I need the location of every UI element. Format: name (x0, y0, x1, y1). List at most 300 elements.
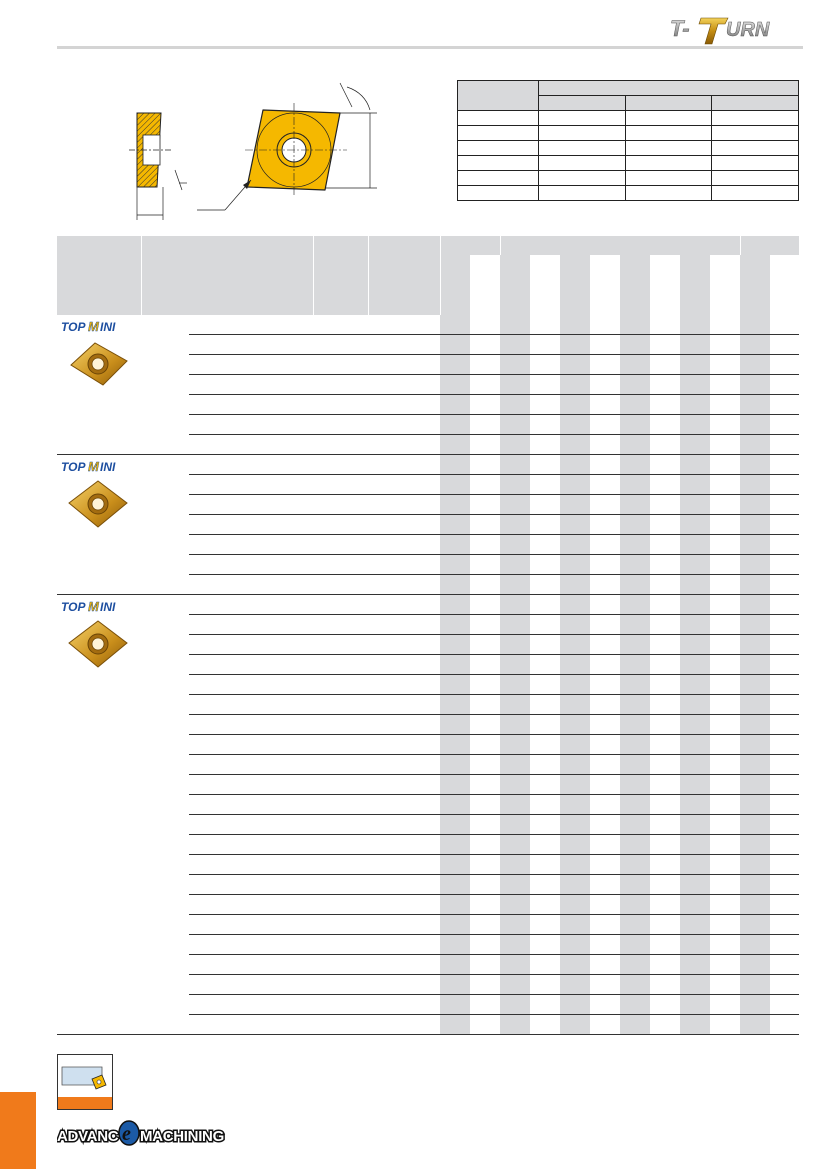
table-cell (313, 635, 368, 655)
table-cell (189, 515, 313, 535)
subheader-cell (530, 255, 560, 315)
grade-cell (740, 755, 770, 775)
table-cell (368, 795, 440, 815)
grade-cell (590, 335, 620, 355)
grade-cell (560, 835, 590, 855)
grade-cell (650, 735, 680, 755)
subheader-cell (560, 255, 590, 315)
grade-cell (500, 715, 530, 735)
grade-cell (680, 355, 710, 375)
grade-cell (500, 775, 530, 795)
svg-text:ADVANC: ADVANC (57, 1128, 119, 1145)
grade-cell (770, 1015, 799, 1035)
grade-cell (740, 575, 770, 595)
table-cell (368, 535, 440, 555)
svg-text:M: M (88, 599, 99, 613)
grade-cell (470, 735, 500, 755)
table-cell (313, 655, 368, 675)
insert-drawing (125, 75, 390, 225)
grade-cell (590, 755, 620, 775)
table-cell (189, 815, 313, 835)
table-cell (368, 575, 440, 595)
grade-cell (620, 475, 650, 495)
grade-cell (500, 695, 530, 715)
grade-cell (650, 795, 680, 815)
grade-cell (440, 775, 470, 795)
grade-cell (470, 795, 500, 815)
svg-text:TOP: TOP (61, 600, 86, 613)
grade-cell (560, 535, 590, 555)
grade-cell (770, 775, 799, 795)
table-cell (368, 995, 440, 1015)
grade-cell (620, 775, 650, 795)
grade-cell (590, 575, 620, 595)
grade-cell (590, 475, 620, 495)
grade-cell (710, 535, 740, 555)
grade-cell (470, 875, 500, 895)
grade-cell (500, 975, 530, 995)
grade-cell (530, 515, 560, 535)
table-row (57, 315, 799, 335)
page-side-tab (0, 1092, 36, 1169)
grade-cell (710, 555, 740, 575)
grade-cell (740, 315, 770, 335)
grade-cell (500, 675, 530, 695)
grade-cell (560, 815, 590, 835)
grade-cell (680, 795, 710, 815)
grade-cell (590, 315, 620, 335)
grade-cell (740, 535, 770, 555)
grade-cell (500, 335, 530, 355)
grade-cell (740, 975, 770, 995)
grade-cell (770, 855, 799, 875)
grade-cell (770, 435, 799, 455)
grade-cell (470, 775, 500, 795)
grade-cell (740, 635, 770, 655)
grade-cell (440, 495, 470, 515)
grade-cell (770, 535, 799, 555)
grade-cell (530, 775, 560, 795)
grade-cell (530, 375, 560, 395)
grade-cell (500, 995, 530, 1015)
grade-cell (680, 535, 710, 555)
table-cell (189, 535, 313, 555)
grade-cell (560, 395, 590, 415)
grade-cell (470, 815, 500, 835)
grade-cell (740, 715, 770, 735)
grade-cell (740, 335, 770, 355)
grade-cell (740, 435, 770, 455)
grade-cell (530, 975, 560, 995)
table-cell (189, 475, 313, 495)
table-cell (189, 395, 313, 415)
grade-cell (590, 615, 620, 635)
grade-cell (740, 995, 770, 1015)
grade-cell (740, 555, 770, 575)
header-col-a (313, 236, 368, 315)
grade-cell (440, 955, 470, 975)
grade-cell (770, 395, 799, 415)
grade-cell (710, 955, 740, 975)
table-cell (368, 675, 440, 695)
grade-cell (500, 535, 530, 555)
grade-cell (560, 1015, 590, 1035)
grade-cell (740, 355, 770, 375)
grade-cell (500, 315, 530, 335)
grade-cell (530, 595, 560, 615)
grade-cell (500, 855, 530, 875)
grade-cell (530, 915, 560, 935)
grade-cell (740, 1015, 770, 1035)
grade-cell (440, 875, 470, 895)
table-cell (313, 975, 368, 995)
grade-cell (470, 695, 500, 715)
table-cell (368, 655, 440, 675)
grade-cell (470, 415, 500, 435)
grade-cell (710, 395, 740, 415)
grade-cell (680, 615, 710, 635)
grade-cell (710, 455, 740, 475)
grade-cell (620, 615, 650, 635)
grade-cell (440, 715, 470, 735)
grade-cell (560, 875, 590, 895)
svg-text:INI: INI (100, 600, 116, 613)
grade-cell (620, 435, 650, 455)
grade-cell (710, 335, 740, 355)
subheader-cell (620, 255, 650, 315)
grade-cell (440, 635, 470, 655)
grade-cell (710, 735, 740, 755)
grade-cell (710, 655, 740, 675)
grade-cell (620, 535, 650, 555)
table-cell (189, 835, 313, 855)
grade-cell (590, 955, 620, 975)
svg-text:M: M (88, 459, 99, 473)
grade-cell (770, 835, 799, 855)
grade-cell (680, 555, 710, 575)
grade-cell (470, 935, 500, 955)
grade-cell (620, 415, 650, 435)
grade-cell (530, 895, 560, 915)
grade-cell (440, 395, 470, 415)
grade-cell (680, 935, 710, 955)
table-cell (368, 855, 440, 875)
grade-cell (650, 715, 680, 735)
grade-cell (500, 655, 530, 675)
advancemachining-logo (57, 1120, 227, 1148)
grade-cell (560, 755, 590, 775)
header-group-1 (440, 236, 500, 255)
grade-cell (680, 835, 710, 855)
grade-cell (680, 735, 710, 755)
grade-cell (440, 755, 470, 775)
grade-cell (530, 615, 560, 635)
grade-cell (740, 495, 770, 515)
grade-cell (620, 515, 650, 535)
insert-image (63, 475, 133, 533)
grade-cell (710, 415, 740, 435)
table-cell (313, 555, 368, 575)
grade-cell (710, 1015, 740, 1035)
subheader-cell (650, 255, 680, 315)
grade-cell (710, 695, 740, 715)
table-cell (189, 675, 313, 695)
grade-cell (770, 595, 799, 615)
insert-image-cell (57, 595, 141, 1035)
grade-cell (680, 515, 710, 535)
grade-cell (770, 415, 799, 435)
grade-cell (440, 735, 470, 755)
grade-cell (440, 335, 470, 355)
grade-cell (740, 375, 770, 395)
grade-cell (650, 975, 680, 995)
grade-cell (470, 715, 500, 735)
svg-text:TOP: TOP (61, 460, 86, 473)
grade-cell (770, 515, 799, 535)
table-row (57, 595, 799, 615)
grade-cell (710, 715, 740, 735)
grade-cell (740, 895, 770, 915)
grade-cell (470, 515, 500, 535)
grade-cell (530, 875, 560, 895)
group-spacer (141, 595, 189, 1035)
grade-cell (650, 875, 680, 895)
grade-cell (680, 575, 710, 595)
grade-cell (680, 855, 710, 875)
grade-cell (770, 915, 799, 935)
table-cell (368, 475, 440, 495)
table-cell (368, 415, 440, 435)
grade-cell (650, 375, 680, 395)
grade-cell (710, 875, 740, 895)
table-cell (189, 315, 313, 335)
grade-cell (500, 375, 530, 395)
grade-cell (680, 455, 710, 475)
table-cell (313, 775, 368, 795)
grade-cell (590, 355, 620, 375)
grade-cell (650, 615, 680, 635)
grade-cell (650, 435, 680, 455)
grade-cell (770, 995, 799, 1015)
grade-cell (560, 655, 590, 675)
grade-cell (500, 595, 530, 615)
grade-cell (770, 615, 799, 635)
grade-cell (770, 735, 799, 755)
grade-cell (740, 735, 770, 755)
grade-cell (650, 315, 680, 335)
grade-cell (710, 375, 740, 395)
grade-cell (680, 395, 710, 415)
operation-icon (57, 1054, 113, 1110)
grade-cell (590, 535, 620, 555)
grade-cell (710, 835, 740, 855)
grade-cell (530, 935, 560, 955)
grade-cell (440, 695, 470, 715)
table-cell (368, 895, 440, 915)
grade-cell (470, 955, 500, 975)
grade-cell (770, 635, 799, 655)
grade-cell (620, 355, 650, 375)
grade-cell (710, 355, 740, 375)
grade-cell (680, 475, 710, 495)
grade-cell (740, 455, 770, 475)
grade-cell (500, 635, 530, 655)
grade-cell (590, 395, 620, 415)
grade-cell (560, 595, 590, 615)
grade-cell (470, 535, 500, 555)
grade-cell (440, 515, 470, 535)
table-cell (189, 375, 313, 395)
grade-cell (440, 435, 470, 455)
grade-cell (530, 635, 560, 655)
grade-cell (470, 975, 500, 995)
grade-cell (440, 415, 470, 435)
grade-cell (440, 375, 470, 395)
grade-cell (500, 795, 530, 815)
subheader-cell (500, 255, 530, 315)
grade-cell (590, 695, 620, 715)
grade-cell (530, 335, 560, 355)
grade-cell (740, 835, 770, 855)
grade-cell (590, 715, 620, 735)
grade-cell (770, 555, 799, 575)
grade-cell (770, 655, 799, 675)
grade-cell (470, 315, 500, 335)
grade-cell (590, 595, 620, 615)
grade-cell (590, 515, 620, 535)
grade-cell (740, 775, 770, 795)
grade-cell (740, 875, 770, 895)
grade-cell (560, 895, 590, 915)
grade-cell (530, 395, 560, 415)
subheader-cell (680, 255, 710, 315)
grade-cell (500, 575, 530, 595)
grade-cell (440, 855, 470, 875)
table-cell (189, 355, 313, 375)
table-cell (313, 515, 368, 535)
grade-cell (710, 615, 740, 635)
table-row (57, 455, 799, 475)
grade-cell (620, 795, 650, 815)
grade-cell (650, 1015, 680, 1035)
grade-cell (620, 455, 650, 475)
grade-cell (740, 675, 770, 695)
grade-cell (770, 875, 799, 895)
table-cell (368, 335, 440, 355)
grade-cell (650, 855, 680, 875)
grade-cell (680, 435, 710, 455)
grade-cell (470, 495, 500, 515)
grade-cell (560, 975, 590, 995)
table-cell (313, 395, 368, 415)
table-cell (368, 555, 440, 575)
grade-cell (770, 575, 799, 595)
grade-cell (470, 655, 500, 675)
grade-cell (770, 955, 799, 975)
grade-cell (590, 495, 620, 515)
table-cell (313, 355, 368, 375)
grade-cell (620, 995, 650, 1015)
grade-cell (740, 615, 770, 635)
table-cell (189, 895, 313, 915)
grade-cell (560, 675, 590, 695)
grade-cell (620, 555, 650, 575)
dimension-table (457, 80, 799, 201)
grade-cell (710, 515, 740, 535)
grade-cell (710, 495, 740, 515)
table-cell (189, 615, 313, 635)
grade-cell (620, 715, 650, 735)
grade-cell (770, 675, 799, 695)
grade-cell (440, 555, 470, 575)
grade-cell (770, 315, 799, 335)
grade-cell (680, 755, 710, 775)
grade-cell (530, 495, 560, 515)
table-cell (313, 535, 368, 555)
grade-cell (560, 335, 590, 355)
grade-cell (650, 935, 680, 955)
grade-cell (500, 955, 530, 975)
insert-image (63, 335, 133, 393)
table-cell (313, 995, 368, 1015)
table-cell (368, 815, 440, 835)
grade-cell (590, 635, 620, 655)
grade-cell (710, 915, 740, 935)
grade-cell (470, 855, 500, 875)
grade-cell (530, 735, 560, 755)
header-group-2 (500, 236, 740, 255)
grade-cell (440, 1015, 470, 1035)
grade-cell (560, 575, 590, 595)
grade-cell (740, 935, 770, 955)
svg-text:URN: URN (726, 19, 770, 41)
grade-cell (680, 915, 710, 935)
table-cell (313, 475, 368, 495)
table-cell (368, 635, 440, 655)
topmini-badge (61, 599, 136, 613)
grade-cell (470, 615, 500, 635)
table-cell (368, 915, 440, 935)
table-cell (313, 695, 368, 715)
table-cell (368, 435, 440, 455)
grade-cell (470, 355, 500, 375)
grade-cell (500, 835, 530, 855)
grade-cell (590, 775, 620, 795)
grade-cell (470, 895, 500, 915)
grade-cell (590, 675, 620, 695)
grade-cell (440, 315, 470, 335)
grade-cell (530, 655, 560, 675)
svg-text:INI: INI (100, 320, 116, 333)
grade-cell (530, 1015, 560, 1035)
grade-cell (710, 895, 740, 915)
table-cell (189, 415, 313, 435)
grade-cell (590, 375, 620, 395)
grade-cell (560, 695, 590, 715)
grade-cell (740, 855, 770, 875)
table-cell (313, 895, 368, 915)
grade-cell (710, 575, 740, 595)
table-cell (189, 715, 313, 735)
grade-cell (740, 475, 770, 495)
grade-cell (530, 755, 560, 775)
grade-cell (650, 395, 680, 415)
table-cell (189, 575, 313, 595)
grade-cell (680, 695, 710, 715)
table-cell (313, 615, 368, 635)
grade-cell (560, 855, 590, 875)
grade-cell (680, 955, 710, 975)
